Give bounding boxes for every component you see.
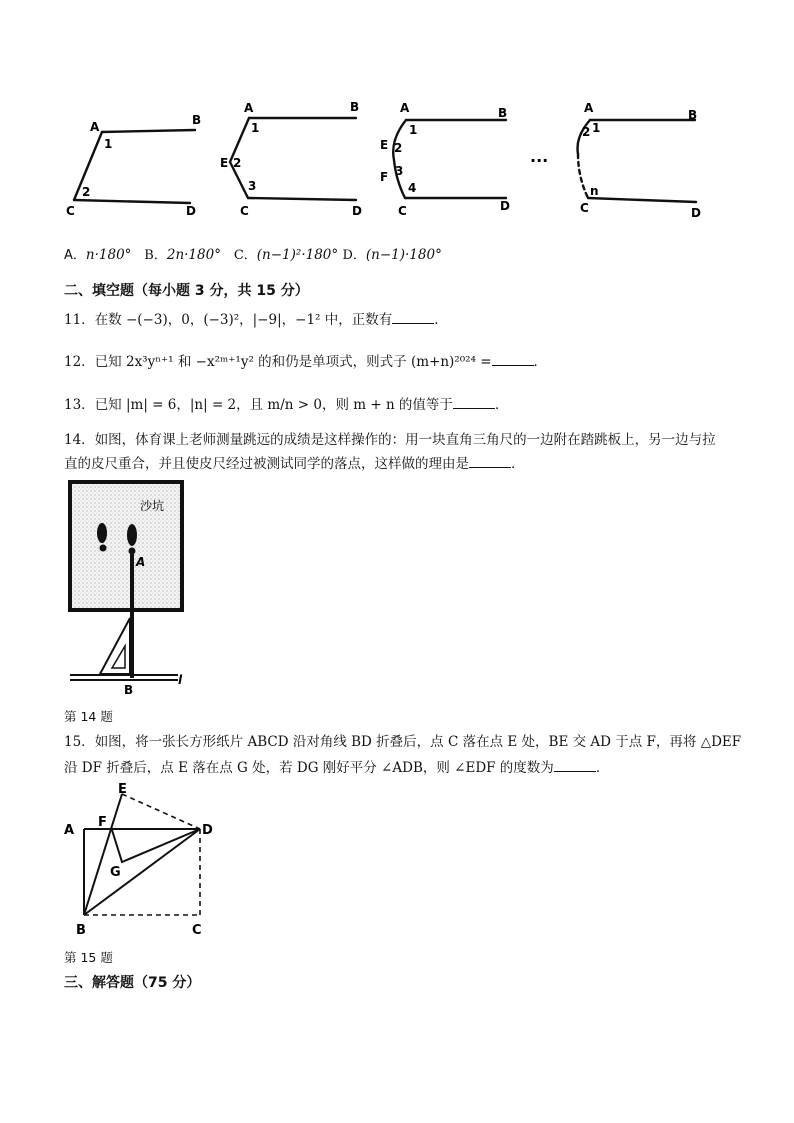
q10-p4-label-D: D (691, 206, 701, 220)
question-12 (64, 349, 547, 375)
q10-option-B-label: B． (144, 248, 167, 263)
figure-q15 (62, 782, 222, 942)
q12-answer-blank[interactable] (492, 353, 534, 366)
q15-label-D: D (202, 823, 213, 838)
figure-q14 (62, 478, 192, 700)
q10-p3-label-A: A (400, 101, 410, 115)
q10-p2-angle-3: 3 (248, 179, 257, 193)
q10-p2-label-C: C (240, 204, 249, 218)
q10-p4-angle-n: n (590, 184, 599, 198)
q10-option-B-expr: 2n·180° (166, 247, 221, 263)
q10-option-A-expr: n·180° (85, 247, 132, 263)
question-13 (64, 392, 508, 418)
q14-end: ． (511, 456, 525, 472)
q15-label-G: G (110, 865, 121, 880)
q10-option-D-expr: (n−1)·180° (365, 247, 442, 263)
q15-number: 15． (64, 734, 95, 750)
q10-p3-angle-3: 3 (395, 164, 404, 178)
q10-p4-label-B: B (688, 108, 698, 122)
question-11 (64, 307, 448, 333)
q13-number: 13． (64, 397, 95, 413)
q14-label-sandpit: 沙坑 (140, 499, 165, 513)
q10-option-A-label: A． (64, 248, 86, 263)
q10-p2-label-A: A (244, 101, 254, 115)
q10-p4-label-A: A (584, 101, 594, 115)
q10-p3-angle-1: 1 (409, 123, 418, 137)
q10-p4-angle-1: 1 (592, 121, 601, 135)
q10-p3-label-D: D (500, 199, 510, 213)
q10-p1-label-D: D (186, 204, 196, 218)
q15-label-B: B (76, 923, 86, 938)
q15-text-line2: 沿 DF 折叠后，点 E 落在点 G 处，若 DG 刚好平分 ∠ADB，则 ∠EDF 的度数为 (64, 760, 554, 776)
q13-text: 已知 |m| = 6，|n| = 2，且 m/n > 0，则 m + n 的值等于 (94, 397, 453, 413)
q10-p1-angle-1: 1 (104, 137, 113, 151)
q10-option-D-label: D． (342, 248, 366, 263)
figure-q10 (60, 92, 730, 232)
q10-p2-angle-1: 1 (251, 121, 260, 135)
q10-option-C-expr: (n−1)²·180° (256, 247, 339, 263)
section-3-heading: 三、解答题（75 分） (64, 975, 201, 991)
q15-label-F: F (98, 815, 107, 830)
q10-p1-label-A: A (90, 120, 100, 134)
q10-p4-angle-2: 2 (582, 125, 591, 139)
q14-caption: 第 14 题 (64, 709, 113, 724)
q10-ellipsis: ··· (530, 151, 549, 170)
q11-text: 在数 −(−3)，0，(−3)²，|−9|，−1² 中，正数有 (94, 312, 393, 328)
q14-text-line1: 如图，体育课上老师测量跳远的成绩是这样操作的：用一块直角三角尺的一边附在踏跳板上，另一边与拉 (94, 432, 716, 448)
q12-end: ． (533, 354, 548, 370)
q11-end: ． (434, 312, 448, 328)
q10-p3-angle-2: 2 (394, 141, 403, 155)
q15-label-A: A (64, 823, 75, 838)
q14-number: 14． (64, 432, 95, 448)
q15-label-C: C (192, 923, 202, 938)
q10-p1-angle-2: 2 (82, 185, 91, 199)
q14-answer-blank[interactable] (469, 455, 511, 468)
section-2-heading: 二、填空题（每小题 3 分，共 15 分） (64, 283, 309, 299)
q10-p3-angle-4: 4 (408, 181, 417, 195)
q15-text-line1: 如图，将一张长方形纸片 ABCD 沿对角线 BD 折叠后，点 C 落在点 E 处，BE 交 AD 于点 F，再将 △DEF (94, 734, 742, 750)
q10-option-C-label: C． (233, 248, 257, 263)
q10-p2-label-D: D (352, 204, 362, 218)
q13-end: ． (494, 397, 509, 413)
q13-answer-blank[interactable] (453, 396, 495, 409)
q10-p3-label-B: B (498, 106, 508, 120)
q10-p2-label-B: B (350, 100, 360, 114)
q10-p2-angle-2: 2 (233, 156, 242, 170)
q14-text-line2: 直的皮尺重合，并且使皮尺经过被测试同学的落点，这样做的理由是 (64, 456, 469, 472)
q10-p4-label-C: C (580, 201, 589, 215)
q15-end: ． (595, 760, 610, 776)
question-15-line1 (64, 729, 741, 755)
q15-answer-blank[interactable] (554, 759, 596, 772)
q12-text: 已知 2x³yⁿ⁺¹ 和 −x²ᵐ⁺¹y² 的和仍是单项式，则式子 (m+n)²⁰²⁴ = (94, 354, 492, 370)
question-14-line2 (64, 451, 525, 477)
q10-p1-label-C: C (66, 204, 75, 218)
question-15-line2 (64, 755, 609, 781)
question-14-line1 (64, 427, 716, 453)
q14-label-A: A (136, 555, 146, 569)
q15-label-E: E (118, 782, 127, 797)
q12-number: 12． (64, 354, 95, 370)
q11-answer-blank[interactable] (392, 311, 434, 324)
q10-options (64, 242, 442, 269)
q10-p3-label-F: F (380, 170, 389, 184)
q11-number: 11． (64, 312, 95, 328)
q10-p2-label-E: E (220, 156, 229, 170)
q14-label-l: l (178, 673, 183, 687)
q10-p3-label-C: C (398, 204, 407, 218)
q10-p3-label-E: E (380, 138, 389, 152)
q15-caption: 第 15 题 (64, 950, 113, 965)
q14-label-B: B (124, 683, 134, 697)
q10-p1-label-B: B (192, 113, 202, 127)
